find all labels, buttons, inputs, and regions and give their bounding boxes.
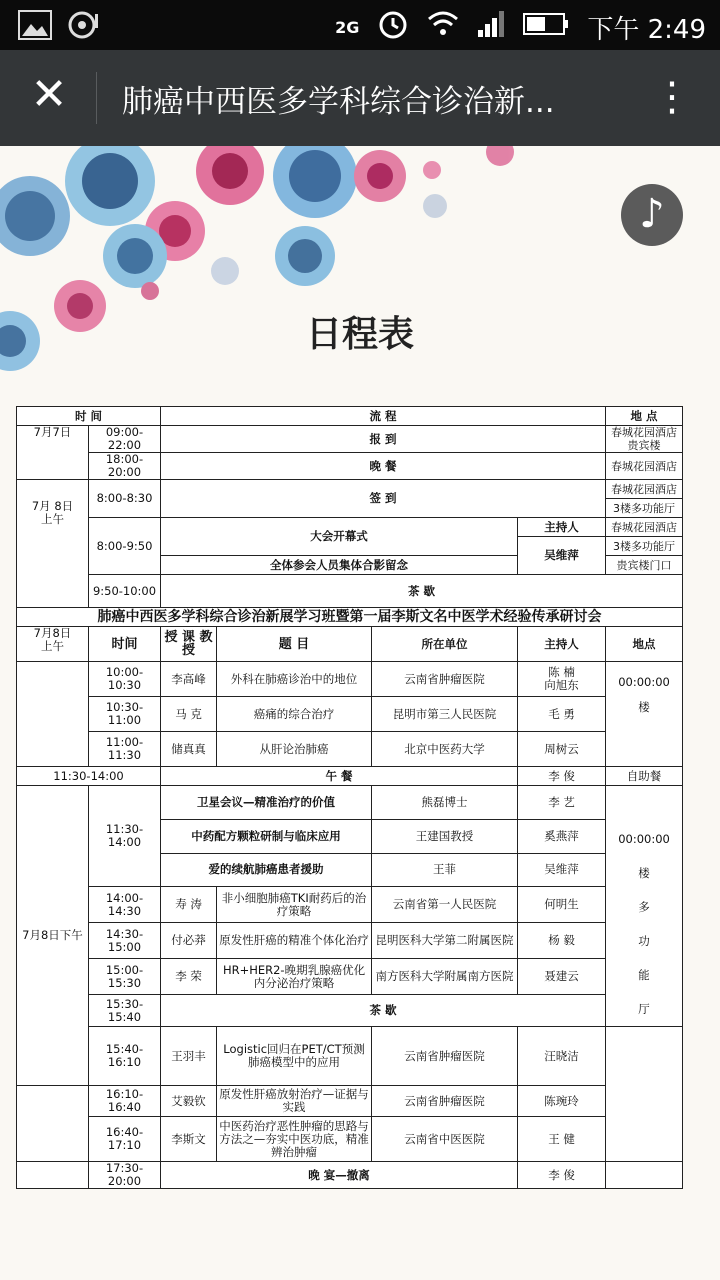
unit-cell: 云南省肿瘤医院 [372,1086,518,1117]
event-cell: 大会开幕式 [161,518,518,556]
unit-cell: 熊磊博士 [372,786,518,820]
lecturer-cell: 寿 涛 [161,887,217,923]
time-cell: 15:40-16:10 [89,1027,161,1086]
table-row [17,480,683,499]
date-label: 7月 8日 [31,499,74,513]
table-row [17,959,683,995]
title-divider [96,72,97,124]
event-cell: 茶 歇 [161,995,606,1027]
time-cell: 10:30-11:00 [89,697,161,732]
header-location: 地 点 [606,407,683,426]
table-row [17,1162,683,1189]
host-cell: 李 俊 [518,767,606,786]
unit-cell: 北京中医药大学 [372,732,518,767]
date-cell [17,480,89,608]
host-cell: 吴维萍 [518,537,606,575]
time-cell: 10:00-10:30 [89,662,161,697]
lecturer-cell: 储真真 [161,732,217,767]
host-cell [518,662,606,697]
date-cell: 7月8日下午 [17,786,89,1086]
location-cell [606,1027,683,1162]
time-cell: 18:00-20:00 [89,453,161,480]
unit-cell: 昆明市第三人民医院 [372,697,518,732]
close-button[interactable]: ✕ [30,69,68,120]
location-line: 厅 [638,1002,650,1016]
status-bar [0,0,720,50]
topic-cell: 中医药治疗恶性肿瘤的思路与方法之—夯实中医功底，精准辨治肿瘤 [217,1117,372,1162]
unit-cell: 王建国教授 [372,819,518,853]
host-cell: 奚燕萍 [518,819,606,853]
unit-cell: 云南省肿瘤医院 [372,1027,518,1086]
page-title: 肺癌中西医多学科综合诊治新... [122,84,555,120]
topic-cell: HR+HER2-晚期乳腺癌优化内分泌治疗策略 [217,959,372,995]
time-cell: 15:30-15:40 [89,995,161,1027]
subheader-time: 时间 [89,627,161,662]
event-cell: 报 到 [161,426,606,453]
topic-cell: 非小细胞肺癌TKI耐药后的治疗策略 [217,887,372,923]
location-line: 楼 [638,866,650,880]
table-row [17,662,683,697]
event-cell: 晚 餐 [161,453,606,480]
headset-icon [68,10,100,44]
schedule-table [16,406,682,1189]
host-cell: 吴维萍 [518,853,606,887]
location-cell: 3楼多功能厅 [606,537,683,556]
date-cell [17,1162,89,1189]
event-cell: 晚 宴—撤离 [161,1162,518,1189]
location-cell: 自助餐 [606,767,683,786]
topic-cell: 癌痛的综合治疗 [217,697,372,732]
location-cell [606,786,683,1027]
time-cell: 11:30-14:00 [17,767,161,786]
signal-icon [477,10,505,45]
time-cell: 9:50-10:00 [89,575,161,608]
unit-cell: 王菲 [372,853,518,887]
table-row [17,518,683,537]
topic-cell: 爱的续航肺癌患者援助 [161,853,372,887]
table-row [17,426,683,453]
music-toggle-button[interactable]: ♪ [621,184,683,246]
network-type: 2G [335,18,360,37]
host-name: 向旭东 [544,678,579,692]
lecturer-cell: 李高峰 [161,662,217,697]
table-row [17,732,683,767]
table-row [17,697,683,732]
location-line: 功 [638,934,650,948]
subheader-unit: 所在单位 [372,627,518,662]
table-row [17,1027,683,1086]
time-cell: 14:30-15:00 [89,923,161,959]
time-cell: 16:40-17:10 [89,1117,161,1162]
unit-cell: 南方医科大学附属南方医院 [372,959,518,995]
host-cell: 李 艺 [518,786,606,820]
lecturer-cell: 王羽丰 [161,1027,217,1086]
subheader-location: 地点 [606,627,683,662]
location-cell: 3楼多功能厅 [606,499,683,518]
table-row [17,575,683,608]
schedule-heading: 日程表 [305,314,414,355]
lecturer-cell: 付必莽 [161,923,217,959]
host-name: 陈 楠 [548,665,575,679]
location-cell: 春城花园酒店 [606,480,683,499]
conference-banner: 肺癌中西医多学科综合诊治新展学习班暨第一届李斯文名中医学术经验传承研讨会 [17,608,683,627]
battery-icon [523,12,569,43]
event-cell: 全体参会人员集体合影留念 [161,556,518,575]
title-bar [0,50,720,146]
topic-cell: 外科在肺癌诊治中的地位 [217,662,372,697]
date-cell [17,1086,89,1162]
time-cell: 11:30-14:00 [89,786,161,887]
table-row [17,1117,683,1162]
unit-cell: 昆明医科大学第二附属医院 [372,923,518,959]
table-row [17,453,683,480]
host-cell: 王 健 [518,1117,606,1162]
location-line: 00:00:00 [618,832,670,846]
location-cell: 春城花园酒店贵宾楼 [606,426,683,453]
topic-cell: 原发性肝癌的精准个体化治疗 [217,923,372,959]
time-cell: 14:00-14:30 [89,887,161,923]
table-row [17,1086,683,1117]
subheader-host: 主持人 [518,627,606,662]
image-icon [18,10,52,44]
alarm-icon [377,8,409,47]
location-line: 楼 [638,700,650,714]
time-cell: 16:10-16:40 [89,1086,161,1117]
period-label: 上午 [41,512,64,526]
event-cell: 签 到 [161,480,606,518]
date-cell [17,627,89,662]
header-process: 流 程 [161,407,606,426]
host-cell: 汪晓洁 [518,1027,606,1086]
table-row [17,767,683,786]
location-line: 00:00:00 [618,675,670,689]
article-content [0,146,720,1280]
table-row [17,608,683,627]
location-cell [606,1162,683,1189]
table-row [17,407,683,426]
event-cell: 茶 歇 [161,575,683,608]
table-row [17,887,683,923]
time-cell: 17:30-20:00 [89,1162,161,1189]
header-time: 时 间 [17,407,161,426]
table-row [17,995,683,1027]
event-cell: 午 餐 [161,767,518,786]
table-row [17,923,683,959]
topic-cell: 卫星会议—精准治疗的价值 [161,786,372,820]
clock-time: 下午 2:49 [587,15,706,45]
table-row [17,627,683,662]
subheader-lecturer: 授 课 教 授 [161,627,217,662]
location-line: 能 [638,968,650,982]
lecturer-cell: 李 荣 [161,959,217,995]
host-label: 主持人 [518,518,606,537]
host-cell: 毛 勇 [518,697,606,732]
time-cell: 09:00-22:00 [89,426,161,453]
location-cell [606,662,683,767]
date-label: 7月8日 [33,626,72,640]
time-cell: 8:00-8:30 [89,480,161,518]
lecturer-cell: 李斯文 [161,1117,217,1162]
table-row [17,786,683,820]
location-cell: 春城花园酒店 [606,518,683,537]
time-cell: 11:00-11:30 [89,732,161,767]
host-cell: 周树云 [518,732,606,767]
host-cell: 何明生 [518,887,606,923]
date-cell: 7月7日 [17,426,89,480]
topic-cell: 中药配方颗粒研制与临床应用 [161,819,372,853]
host-cell: 李 俊 [518,1162,606,1189]
lecturer-cell: 艾毅钦 [161,1086,217,1117]
time-cell: 8:00-9:50 [89,518,161,575]
location-line: 多 [638,900,650,914]
location-cell: 春城花园酒店 [606,453,683,480]
host-cell: 聂建云 [518,959,606,995]
unit-cell: 云南省第一人民医院 [372,887,518,923]
unit-cell: 云南省中医医院 [372,1117,518,1162]
time-cell: 15:00-15:30 [89,959,161,995]
host-cell: 杨 毅 [518,923,606,959]
lecturer-cell: 马 克 [161,697,217,732]
period-label: 上午 [41,639,64,653]
topic-cell: Logistic回归在PET/CT预测肺癌模型中的应用 [217,1027,372,1086]
location-cell: 贵宾楼门口 [606,556,683,575]
topic-cell: 从肝论治肺癌 [217,732,372,767]
subheader-topic: 题 目 [217,627,372,662]
host-cell: 陈琬玲 [518,1086,606,1117]
more-options-button[interactable]: ⋮ [652,74,692,120]
topic-cell: 原发性肝癌放射治疗—证据与实践 [217,1086,372,1117]
wifi-icon [427,11,459,44]
date-cell [17,662,89,767]
unit-cell: 云南省肿瘤医院 [372,662,518,697]
